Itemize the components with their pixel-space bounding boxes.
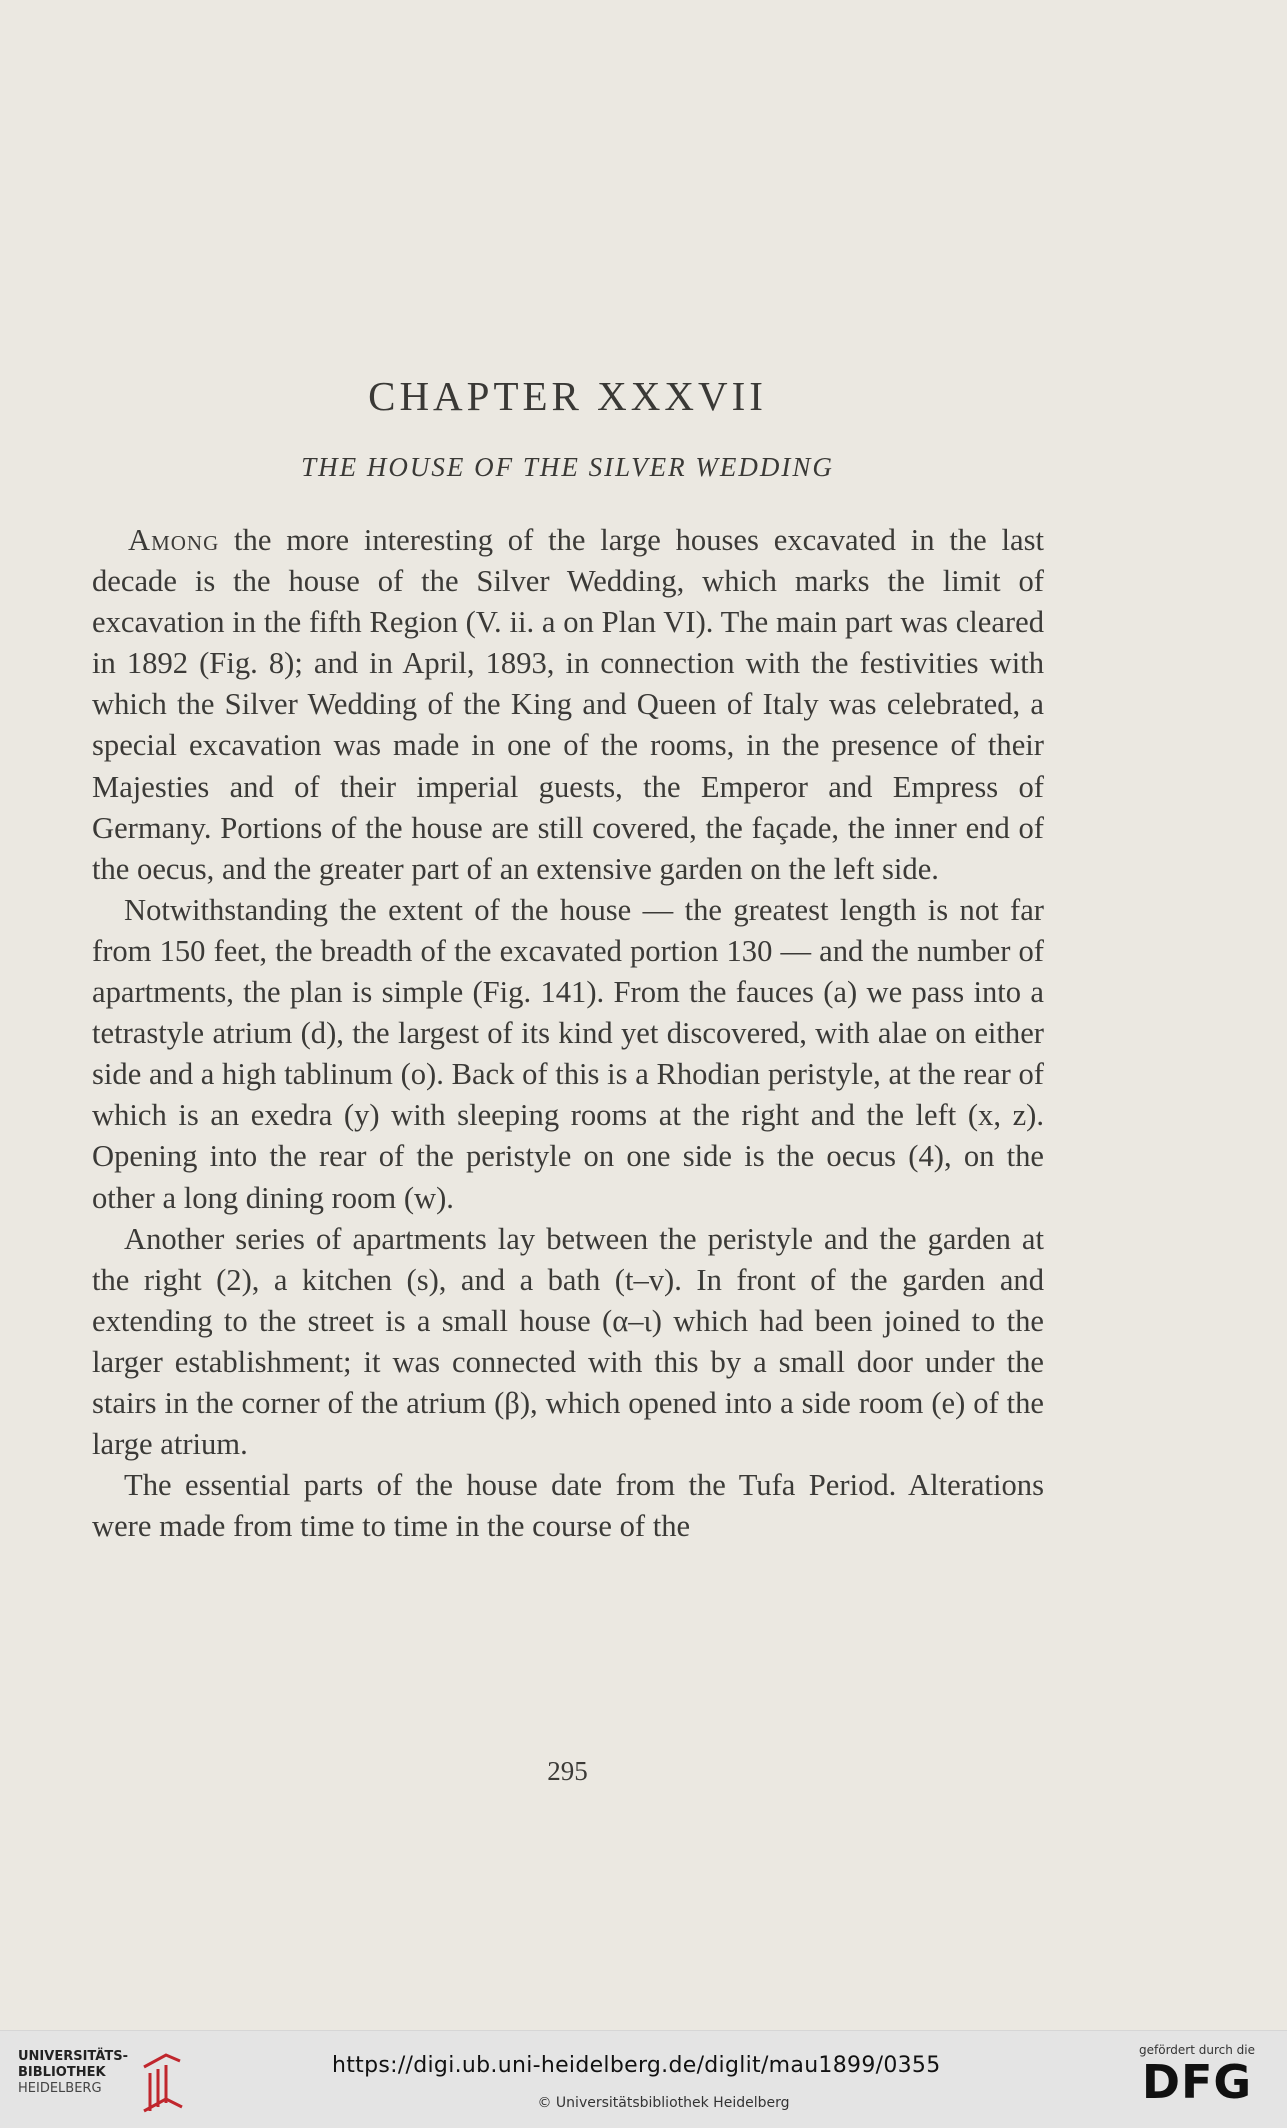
paragraph-1-text: the more interesting of the large houses excavated in the last decade is the house of the Silver Wedding, which marks the limit of excavation in the fifth Region (V. ii. a on Plan VI). The main part was cleared in 1892 (Fig. 8); and in April, 1893, in connection with the festivities with which the Silver Wedding of the King and Queen of Italy was celebrated, a special excavation was made in one of the rooms, in the presence of their Majesties and of their imperial guests, the Emperor and Empress of Germany. Portions of the house are still covered, the façade, the inner end of the oecus, and the greater part of an extensive garden on the left side.	[92, 523, 1044, 886]
paragraph-3: Another series of apartments lay between the peristyle and the garden at the right (2), a kitchen (s), and a bath (t–v). In front of the garden and extending to the street is a small house (α–ι) which had been joined to the larger establishment; it was connected with this by a small door under the stairs in the corner of the atrium (β), which opened into a side room (e) of the large atrium.	[92, 1221, 1044, 1462]
chapter-heading: CHAPTER XXXVII	[368, 373, 767, 419]
sponsor-note: gefördert durch die	[1139, 2043, 1255, 2057]
paragraph-1	[92, 520, 1044, 890]
library-name	[18, 2049, 128, 2097]
paragraph-lead-word: Among	[128, 523, 220, 557]
copyright-notice: © Universitätsbibliothek Heidelberg	[537, 2095, 790, 2111]
library-name-line2: BIBLIOTHEK	[18, 2065, 106, 2080]
paragraph-4: The essential parts of the house date from the Tufa Period. Alterations were made from time to time in the course of the	[92, 1468, 1044, 1544]
dfg-logo: DFG	[1141, 2055, 1253, 2109]
library-name-line1: UNIVERSITÄTS-	[18, 2049, 128, 2064]
page-number: 295	[547, 1756, 588, 1786]
library-name-line3: HEIDELBERG	[18, 2081, 102, 2096]
viewer-footer	[0, 2030, 1287, 2128]
permalink-url[interactable]: https://digi.ub.uni-heidelberg.de/diglit/mau1899/0355	[332, 2053, 941, 2078]
paragraph-2: Notwithstanding the extent of the house — the greatest length is not far from 150 feet, the breadth of the excavated portion 130 — and the number of apartments, the plan is simple (Fig. 141). From the fauces (a) we pass into a tetrastyle atrium (d), the largest of its kind yet discovered, with alae on either side and a high tablinum (o). Back of this is a Rhodian peristyle, at the rear of which is an exedra (y) with sleeping rooms at the right and the left (x, z). Opening into the rear of the peristyle on one side is the oecus (4), on the other a long dining room (w).	[92, 892, 1044, 1215]
chapter-title: THE HOUSE OF THE SILVER WEDDING	[301, 452, 834, 482]
dfg-sponsor[interactable]	[1127, 2043, 1267, 2107]
body-text	[92, 520, 1044, 1547]
